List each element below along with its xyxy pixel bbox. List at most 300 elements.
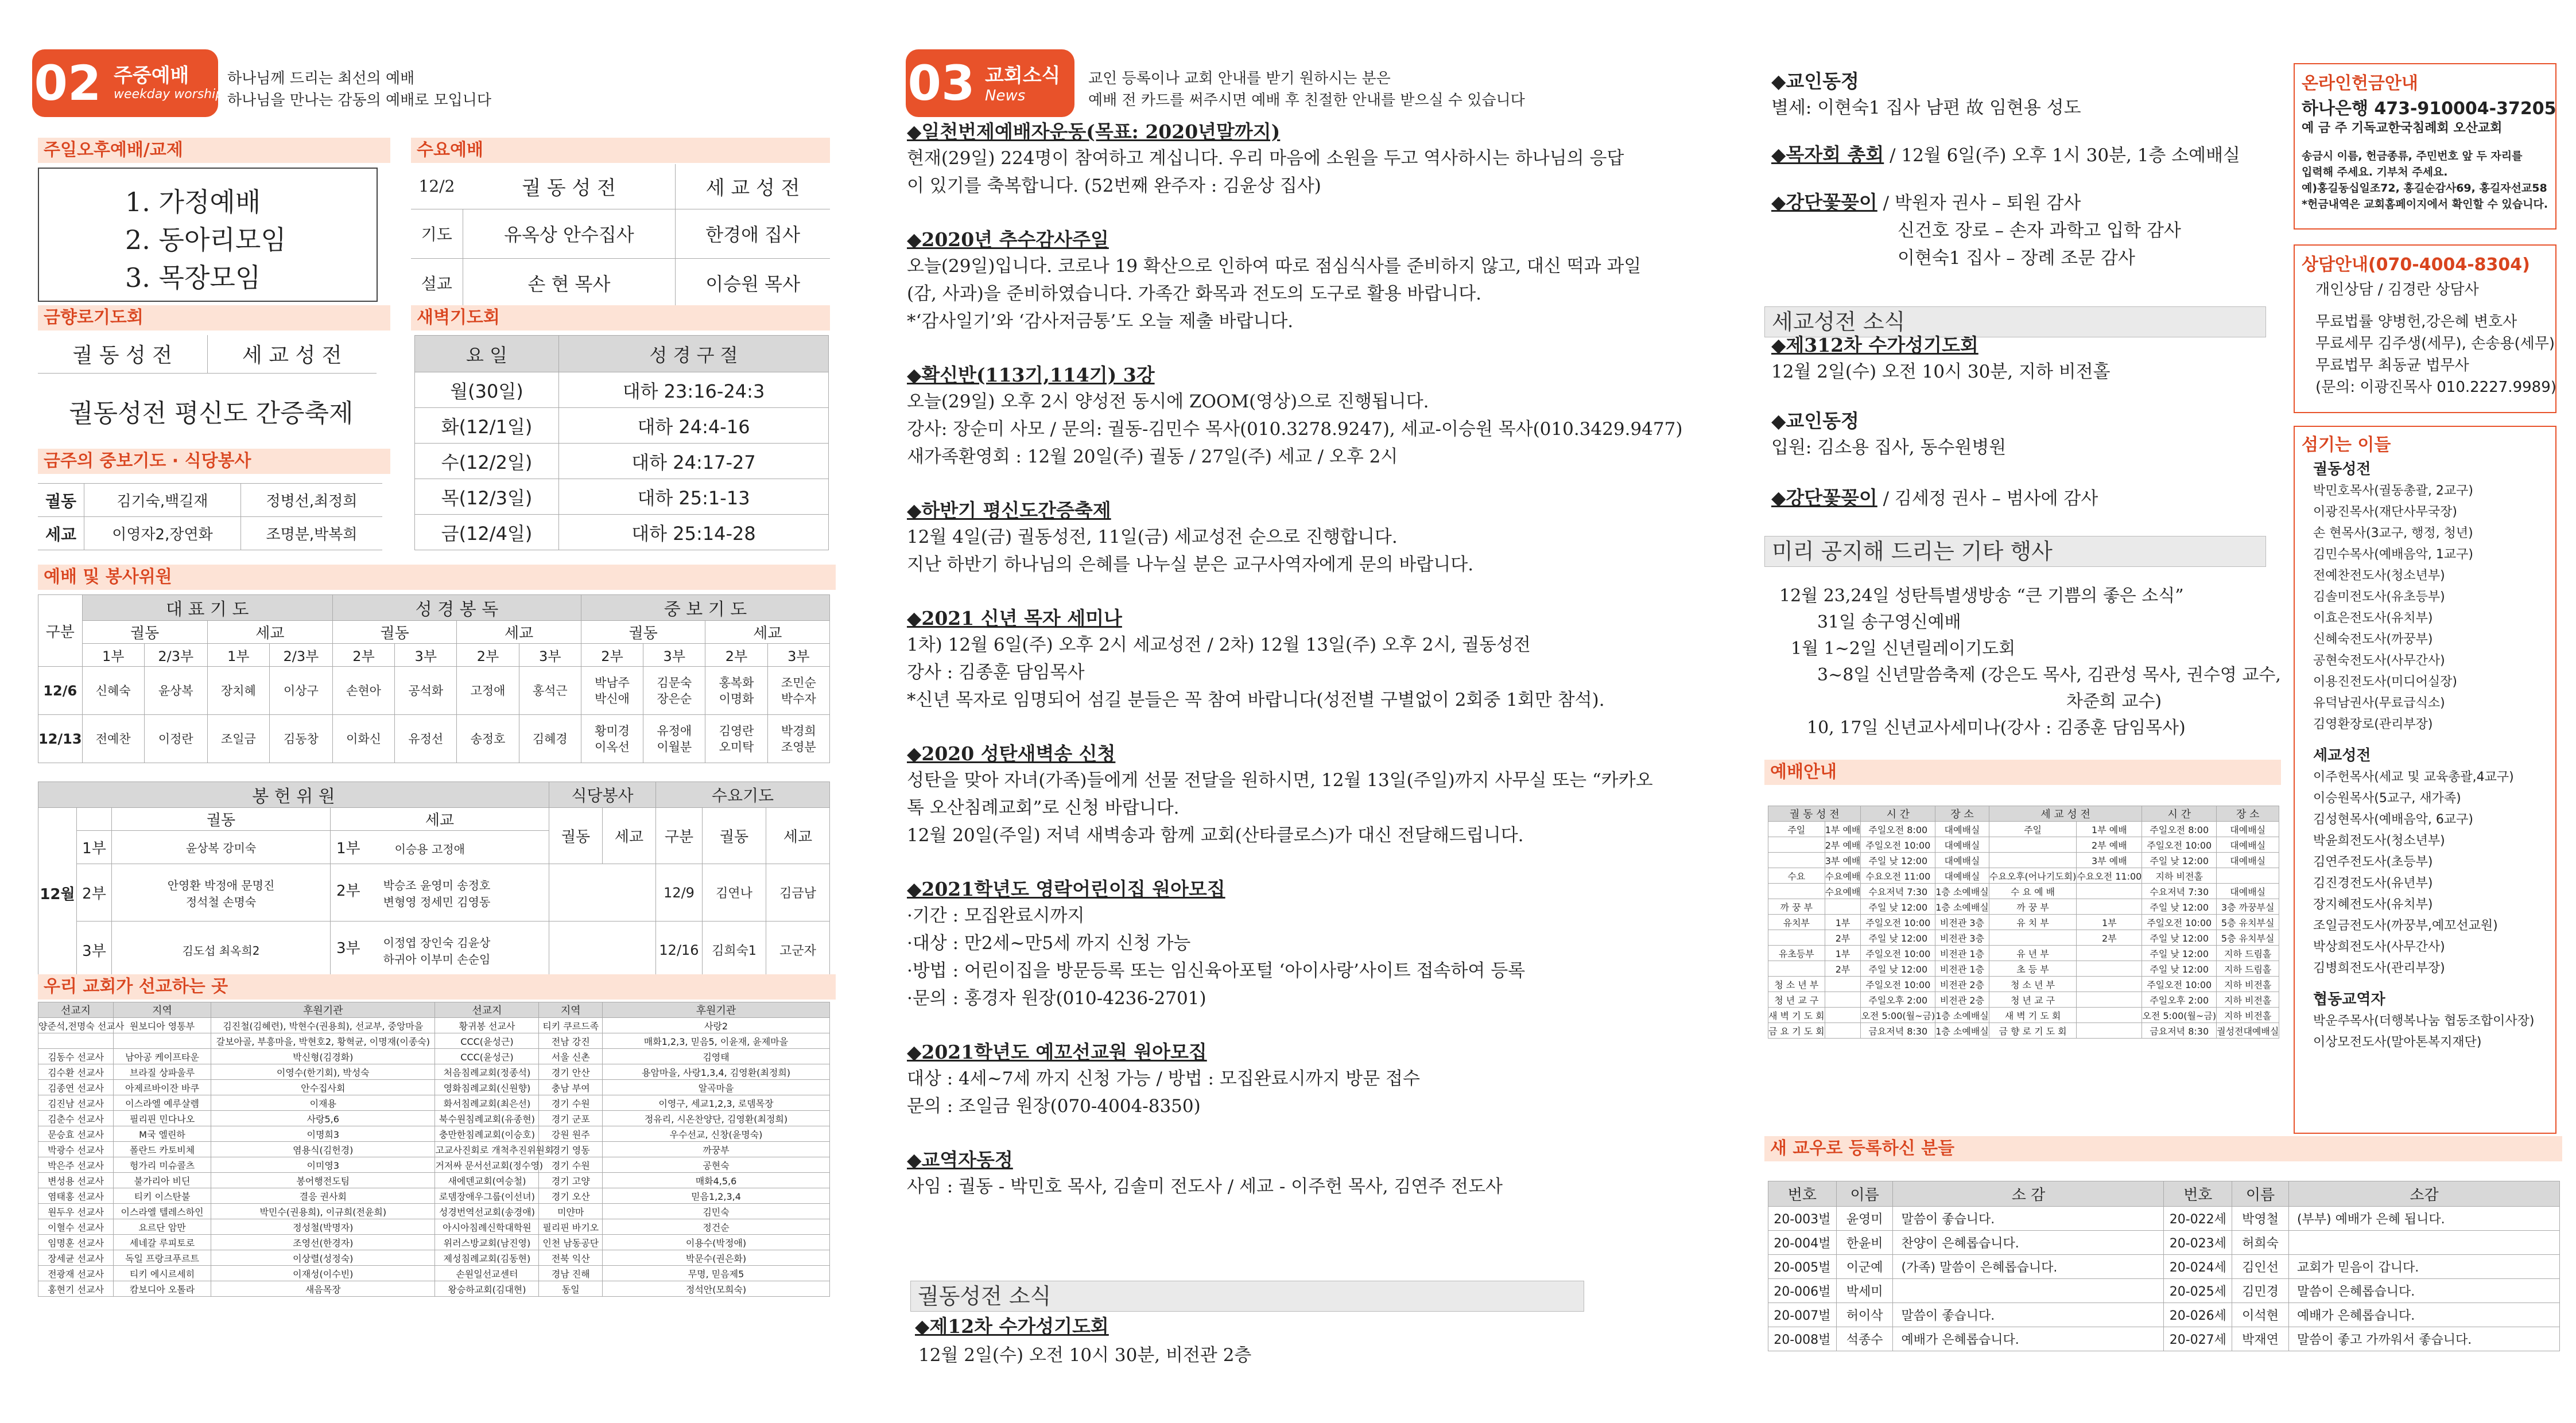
schedule-cell: 초 등 부 xyxy=(1989,961,2077,977)
missions-row xyxy=(38,1142,830,1157)
missions-row xyxy=(38,1157,830,1173)
staff-member: 유덕남권사(무료급식소) xyxy=(2313,696,2445,710)
schedule-cell: 주일 낮 12:00 xyxy=(1861,853,1935,868)
intro-line-2: 하나님을 만나는 감동의 예배로 모입니다 xyxy=(227,92,492,109)
newm-table xyxy=(1768,1181,2560,1351)
service-part: 3부 xyxy=(519,644,581,667)
missions-cell: CCC(윤성근) xyxy=(435,1033,539,1049)
prayer-cell: 조명분,박복희 xyxy=(240,517,382,550)
missions-cell: 폴란드 카토비체 xyxy=(114,1142,211,1157)
prayer-key: 세교 xyxy=(38,517,84,550)
missions-cell: 티키 이스탄불 xyxy=(114,1188,211,1204)
missions-row xyxy=(38,1173,830,1188)
service-name: 조일금 xyxy=(207,715,269,763)
service-gw: 궐동 xyxy=(581,621,705,644)
missions-row xyxy=(38,1235,830,1250)
dawn-day: 화(12/1일) xyxy=(415,408,559,444)
missions-cell: 왕승하교회(김대현) xyxy=(435,1281,539,1297)
staff-list xyxy=(2313,459,2534,1053)
col3-a-text: 별세: 이현숙1 집사 남편 故 임현용 성도 xyxy=(1771,98,2081,118)
news-item-text: 이 있기를 축복합니다. (52번째 완주자 : 김윤상 집사) xyxy=(907,176,1321,196)
wed-date: 12/2 xyxy=(411,164,463,209)
newm-cell: 20-005벌 xyxy=(1768,1255,1837,1279)
counsel-lines xyxy=(2315,279,2556,398)
schedule-cell: 수요저녁 7:30 xyxy=(2142,884,2217,899)
staff-member: 김연주전도사(초등부) xyxy=(2313,855,2433,869)
staff-member: 이상모전도사(말아톤복지재단) xyxy=(2313,1035,2482,1049)
prayer-cell: 이영자2,장연화 xyxy=(84,517,241,550)
dawn-table xyxy=(414,335,829,550)
missions-cell: 경기 고양 xyxy=(539,1173,603,1188)
news-item-title: ◆하반기 평신도간증축제 xyxy=(907,499,1111,522)
newm-cell: 20-023세 xyxy=(2164,1231,2232,1255)
news-item-title: ◆2021 신년 목자 세미나 xyxy=(907,607,1122,629)
schedule-cell: 주일 xyxy=(1989,822,2077,837)
missions-cell: 매화4,5,6 xyxy=(603,1173,830,1188)
schedule-cell: 2부 예배 xyxy=(2077,837,2142,853)
missions-cell xyxy=(114,1033,211,1049)
online-note: 송금시 이름, 헌금종류, 주민번호 앞 두 자리를 xyxy=(2302,150,2523,162)
friday-title: 금향로기도회 xyxy=(38,305,390,331)
col3-f-title: ◆강단꽃꽂이 xyxy=(1771,487,1877,509)
newm-cell: 말씀이 은혜롭습니다. xyxy=(2288,1279,2559,1303)
missions-cell: 김동수 선교사 xyxy=(38,1049,114,1064)
missions-cell: 경기 영동 xyxy=(539,1142,603,1157)
schedule-cell xyxy=(1825,977,1861,992)
missions-cell: 충만한침례교회(이승호) xyxy=(435,1126,539,1142)
schedule-cell xyxy=(1768,884,1825,899)
schedule-cell: 주일 낮 12:00 xyxy=(1861,930,1935,946)
missions-row xyxy=(38,1204,830,1219)
wedpray-b: 고군자 xyxy=(766,922,830,979)
missions-cell: 필리핀 민다나오 xyxy=(114,1111,211,1126)
schedule-cell: 지하 비전홀 xyxy=(2217,992,2279,1008)
service-part: 1부 xyxy=(82,644,144,667)
event-line: 3~8일 신년말씀축제 (강은도 목사, 김관성 목사, 권수영 교수, xyxy=(1817,665,2281,685)
missions-cell: 박신형(김경화) xyxy=(211,1049,435,1064)
schedule-cell: 청 소 년 부 xyxy=(1768,977,1825,992)
missions-header: 선교지 xyxy=(38,1002,114,1018)
schedule-cell: 주일오전 8:00 xyxy=(2142,822,2217,837)
schedule-cell: 대예배실 xyxy=(2217,853,2279,868)
schedule-cell: 1층 소예배실 xyxy=(1935,884,1989,899)
missions-header: 선교지 xyxy=(435,1002,539,1018)
schedule-cell: 1부 xyxy=(1825,915,1861,930)
staff-member: 이용진전도사(미디어실장) xyxy=(2313,675,2457,689)
offering-sg-names xyxy=(331,864,549,922)
schedule-cell xyxy=(1825,899,1861,915)
missions-cell: 전북 익산 xyxy=(539,1250,603,1266)
missions-cell: 용암마을, 사랑1,3,4, 김영환(최정희) xyxy=(603,1064,830,1080)
missions-cell: 요르단 암만 xyxy=(114,1219,211,1235)
offering-part: 1부 xyxy=(77,831,112,864)
schedule-cell: 주일오전 8:00 xyxy=(1861,822,1935,837)
missions-cell: 정성철(박명자) xyxy=(211,1219,435,1235)
missions-cell: 경기 오산 xyxy=(539,1188,603,1204)
schedule-cell xyxy=(2077,961,2142,977)
missions-cell: 이미영3 xyxy=(211,1157,435,1173)
missions-cell: 정석안(모희숙) xyxy=(603,1281,830,1297)
schedule-cell: 대예배실 xyxy=(2217,837,2279,853)
news-item-text: ·대상 : 만2세~만5세 까지 신청 가능 xyxy=(907,933,1191,954)
newm-cell xyxy=(1893,1279,2164,1303)
counsel-line: 무료법무 최동균 법무사 xyxy=(2315,357,2469,374)
section-label: 교회소식 xyxy=(985,64,1061,87)
missions-cell: 박민수(권용희), 이규희(전윤희) xyxy=(211,1204,435,1219)
schedule-cell: 수요예배 xyxy=(1825,884,1861,899)
schedule-cell: 주일 낮 12:00 xyxy=(2142,961,2217,977)
missions-title: 우리 교회가 선교하는 곳 xyxy=(38,974,836,1000)
offering-gw-names: 윤상복 강미숙 xyxy=(112,831,331,864)
schedule-cell xyxy=(1768,930,1825,946)
news-item xyxy=(907,741,1710,849)
staff-member: 박상희전도사(사무간사) xyxy=(2313,940,2445,954)
missions-header: 지역 xyxy=(539,1002,603,1018)
news-item-text: 강사 : 김종훈 담임목사 xyxy=(907,662,1085,683)
offering-gw-names: 안영환 박정애 문명진 정석철 손명숙 xyxy=(112,864,331,922)
service-part: 2부 xyxy=(332,644,394,667)
schedule-cell: 금요저녁 8:30 xyxy=(2142,1023,2217,1039)
dawn-verse: 대하 24:4-16 xyxy=(559,408,829,444)
sunday-box xyxy=(38,168,378,302)
offering-sg: 세교 xyxy=(331,808,549,831)
schedule-row xyxy=(1768,899,2279,915)
missions-cell: 인천 남동공단 xyxy=(539,1235,603,1250)
service-part: 3부 xyxy=(643,644,705,667)
schedule-cell: 2부 xyxy=(1825,961,1861,977)
schedule-header: 궐 동 성 전 xyxy=(1768,806,1861,822)
missions-cell: 아시아침례신학대학원 xyxy=(435,1219,539,1235)
schedule-cell: 1부 xyxy=(2077,915,2142,930)
schedule-cell: 까 꿍 부 xyxy=(1768,899,1825,915)
schedule-cell: 주일 낮 12:00 xyxy=(2142,930,2217,946)
newm-cell: 허이삭 xyxy=(1836,1303,1893,1327)
online-title: 온라인헌금안내 xyxy=(2302,73,2418,94)
news-item-text: (감, 사과)을 준비하였습니다. 가족간 화목과 전도의 도구로 활용 바랍니다. xyxy=(907,283,1482,304)
friday-table xyxy=(38,335,377,374)
newm-cell: 김민경 xyxy=(2232,1279,2289,1303)
news-item-text: 강사: 장순미 사모 / 문의: 궐동-김민수 목사(010.3278.9247), 세교-이승원 목사(010.3429.9477) xyxy=(907,419,1683,440)
newm-cell: 20-006벌 xyxy=(1768,1279,1837,1303)
schedule-cell: 수요예배 xyxy=(1825,868,1861,884)
schedule-cell: 수요저녁 7:30 xyxy=(1861,884,1935,899)
missions-cell: 이스라엘 예루살렘 xyxy=(114,1095,211,1111)
service-table xyxy=(38,594,830,763)
service-part: 2부 xyxy=(457,644,519,667)
wed-cell: 유옥상 안수집사 xyxy=(463,209,676,258)
newm-cell: 20-022세 xyxy=(2164,1207,2232,1231)
schedule-cell: 오전 5:00(월~금) xyxy=(2142,1008,2217,1023)
missions-cell: 김춘수 선교사 xyxy=(38,1111,114,1126)
schedule-cell: 3부 예배 xyxy=(2077,853,2142,868)
missions-cell: 황귀봉 선교사 xyxy=(435,1018,539,1033)
service-name: 신혜숙 xyxy=(82,667,144,715)
schedule-cell: 3층 까꿍부실 xyxy=(2217,899,2279,915)
schedule-cell: 비전관 2층 xyxy=(1935,992,1989,1008)
missions-row xyxy=(38,1080,830,1095)
offering-part: 2부 xyxy=(77,864,112,922)
intro-line-2: 예배 전 카드를 써주시면 예배 후 친절한 안내를 받으실 수 있습니다 xyxy=(1088,92,1525,109)
schedule-row xyxy=(1768,884,2279,899)
schedule-cell: 비전관 3층 xyxy=(1935,915,1989,930)
staff-member: 이승원목사(5교구, 새가족) xyxy=(2313,791,2461,806)
sunday-title: 주일오후예배/교제 xyxy=(38,138,390,163)
news-item-text: 오늘(29일) 오후 2시 양성전 동시에 ZOOM(영상)으로 진행됩니다. xyxy=(907,391,1429,412)
missions-row xyxy=(38,1095,830,1111)
schedule-cell: 1층 소예배실 xyxy=(1935,1023,1989,1039)
missions-cell: 전광재 선교사 xyxy=(38,1266,114,1281)
service-name: 김혜경 xyxy=(519,715,581,763)
online-note: 예)홍길동십일조72, 홍길순감사69, 홍길자선교58 xyxy=(2302,182,2547,195)
missions-cell: 경기 수원 xyxy=(539,1095,603,1111)
missions-cell: 문승효 선교사 xyxy=(38,1126,114,1142)
schedule-cell: 5층 유치부실 xyxy=(2217,915,2279,930)
section-number-02: 02 xyxy=(32,49,103,117)
service-part: 2/3부 xyxy=(269,644,332,667)
schedule-cell xyxy=(2077,1008,2142,1023)
newm-cell: 20-026세 xyxy=(2164,1303,2232,1327)
newm-header: 번호 xyxy=(2164,1181,2232,1207)
schedule-cell: 주일오전 10:00 xyxy=(1861,977,1935,992)
missions-cell: 경기 수원 xyxy=(539,1157,603,1173)
news-item-text: ·기간 : 모집완료시까지 xyxy=(907,905,1085,926)
news-item xyxy=(907,877,1710,1012)
staff-member: 박민호목사(궐동총괄, 2교구) xyxy=(2313,484,2473,498)
missions-cell: 헝가리 미슈콜츠 xyxy=(114,1157,211,1173)
offering-part: 3부 xyxy=(336,940,360,957)
service-name: 유정선 xyxy=(395,715,457,763)
missions-cell: 이재용 xyxy=(211,1095,435,1111)
prayer-cell: 정병선,최정희 xyxy=(240,484,382,517)
missions-cell: 전남 강진 xyxy=(539,1033,603,1049)
news-item-title: ◆일천번제예배자운동(목표: 2020년말까지) xyxy=(907,120,1281,143)
service-part: 2부 xyxy=(705,644,767,667)
news-item-text: *신년 목자로 임명되어 섬길 분들은 꼭 참여 바랍니다(성전별 구별없이 2회중 1회만 참석). xyxy=(907,690,1605,710)
sunday-item: 1. 가정예배 xyxy=(125,186,261,217)
wed-row-key: 기도 xyxy=(411,209,463,258)
missions-cell: 영화침례교회(신원향) xyxy=(435,1080,539,1095)
schedule-cell: 새 벽 기 도 회 xyxy=(1768,1008,1825,1023)
schedule-cell: 금요저녁 8:30 xyxy=(1861,1023,1935,1039)
newm-cell: 한윤비 xyxy=(1836,1231,1893,1255)
missions-cell: 우수선교, 신창(윤명숙) xyxy=(603,1126,830,1142)
missions-cell: 이재성(이수빈) xyxy=(211,1266,435,1281)
staff-member: 손 현목사(3교구, 행정, 청년) xyxy=(2313,526,2473,541)
missions-cell: 임명훈 선교사 xyxy=(38,1235,114,1250)
news-item-text: 1차) 12월 6일(주) 오후 2시 세교성전 / 2차) 12월 13일(주) 오후 2시, 궐동성전 xyxy=(907,635,1531,655)
col3-d-text: 12월 2일(수) 오전 10시 30분, 지하 비전홀 xyxy=(1771,361,2111,382)
schedule-cell: 1부 xyxy=(1825,946,1861,961)
news-item-text: ·문의 : 홍경자 원장(010-4236-2701) xyxy=(907,988,1206,1009)
schedule-cell: 주일 낮 12:00 xyxy=(1861,899,1935,915)
service-name: 유정애 이월분 xyxy=(643,715,705,763)
service-name: 박경희 조영분 xyxy=(767,715,829,763)
missions-cell: 브라질 상파울루 xyxy=(114,1064,211,1080)
service-name: 윤상복 xyxy=(144,667,207,715)
news-item xyxy=(907,498,1710,578)
newm-cell: (가족) 말씀이 은혜롭습니다. xyxy=(1893,1255,2164,1279)
schedule-cell: 유치부 xyxy=(1768,915,1825,930)
missions-cell: 이상렬(성정숙) xyxy=(211,1250,435,1266)
schedule-cell: 주일 낮 12:00 xyxy=(2142,899,2217,915)
news-item-title: ◆2021학년도 예꼬선교원 원아모집 xyxy=(907,1041,1207,1063)
missions-cell: 공현숙 xyxy=(603,1157,830,1173)
service-sg: 세교 xyxy=(457,621,581,644)
newm-cell: 20-025세 xyxy=(2164,1279,2232,1303)
news-item xyxy=(907,227,1710,335)
missions-cell: 북수원침례교회(유종현) xyxy=(435,1111,539,1126)
missions-cell: 강원 원주 xyxy=(539,1126,603,1142)
schedule-cell: 주일오후 2:00 xyxy=(1861,992,1935,1008)
staff-title: 섬기는 이들 xyxy=(2302,435,2391,455)
schedule-cell: 주일 낮 12:00 xyxy=(2142,946,2217,961)
missions-row xyxy=(38,1266,830,1281)
online-note: 입력해 주세요. 기부처 주세요. xyxy=(2302,166,2448,178)
dawn-verse: 대하 25:1-13 xyxy=(559,479,829,515)
missions-cell: 조영선(한경자) xyxy=(211,1235,435,1250)
schedule-cell: 청 년 교 구 xyxy=(1989,992,2077,1008)
schedule-cell: 주일 xyxy=(1768,822,1825,837)
service-part: 2/3부 xyxy=(144,644,207,667)
schedule-cell: 5층 유치부실 xyxy=(2217,930,2279,946)
staff-member: 박윤희전도사(청소년부) xyxy=(2313,834,2445,848)
wedpray-a: 김연나 xyxy=(703,864,766,922)
news-item-text: 대상 : 4세~7세 까지 신청 가능 / 방법 : 모집완료시까지 방문 접수 xyxy=(907,1068,1420,1089)
offering-sg-names xyxy=(331,922,549,979)
schedule-cell: 대예배실 xyxy=(1935,837,1989,853)
missions-cell: 원보디아 영통부 xyxy=(114,1018,211,1033)
offering-part: 3부 xyxy=(77,922,112,979)
missions-cell: 필리핀 바기오 xyxy=(539,1219,603,1235)
service-name: 홍복화 이명화 xyxy=(705,667,767,715)
schedule-cell: 대예배실 xyxy=(2217,822,2279,837)
newm-cell: (부부) 예배가 은혜 됩니다. xyxy=(2288,1207,2559,1231)
kitchen-empty xyxy=(549,864,656,922)
schedule-cell xyxy=(1989,853,2077,868)
wed-table xyxy=(411,164,830,308)
wedpray-h: 수요기도 xyxy=(656,782,830,808)
missions-header: 후원기관 xyxy=(603,1002,830,1018)
newm-cell: 김인선 xyxy=(2232,1255,2289,1279)
service-name: 장치혜 xyxy=(207,667,269,715)
schedule-row xyxy=(1768,992,2279,1008)
friday-text: 궐동성전 평신도 간증축제 xyxy=(69,399,354,428)
schedule-cell: 수요오전 11:00 xyxy=(1861,868,1935,884)
newm-cell: 20-027세 xyxy=(2164,1327,2232,1351)
missions-row xyxy=(38,1111,830,1126)
newm-cell: 박세미 xyxy=(1836,1279,1893,1303)
newm-cell: 말씀이 좋습니다. xyxy=(1893,1207,2164,1231)
schedule-row xyxy=(1768,822,2279,837)
missions-cell: 미얀마 xyxy=(539,1204,603,1219)
event-line: 10, 17일 신년교사세미나(강사 : 김종훈 담임목사) xyxy=(1807,718,2186,738)
newm-header: 이름 xyxy=(1836,1181,1893,1207)
event-line: 1월 1~2일 신년릴레이기도회 xyxy=(1791,639,2016,659)
newm-cell: 이석현 xyxy=(2232,1303,2289,1327)
schedule-title: 예배안내 xyxy=(1764,760,2281,785)
offering-names: 박승조 윤영미 송정호 변형영 정세민 김영동 xyxy=(383,878,491,909)
kitchen-sg: 세교 xyxy=(603,808,656,864)
service-gubun: 구분 xyxy=(38,595,83,667)
col3-b-title: ◆목자회 총회 xyxy=(1771,143,1884,166)
schedule-header: 장 소 xyxy=(2217,806,2279,822)
newm-cell: 20-008벌 xyxy=(1768,1327,1837,1351)
missions-cell: 사랑2 xyxy=(603,1018,830,1033)
missions-cell: 성경번역선교회(송경애) xyxy=(435,1204,539,1219)
missions-table xyxy=(38,1002,830,1297)
news-item xyxy=(907,1148,1710,1200)
counsel-line: 무료법률 양병헌,강은혜 변호사 xyxy=(2315,313,2517,331)
schedule-cell: 수 요 예 배 xyxy=(1989,884,2077,899)
wed-cell: 이승원 목사 xyxy=(676,258,830,308)
dawn-title: 새벽기도회 xyxy=(411,305,830,331)
missions-cell: 티키 에시르세히 xyxy=(114,1266,211,1281)
newm-cell: 교회가 믿음이 갑니다. xyxy=(2288,1255,2559,1279)
news-item-text: 오늘(29일)입니다. 코로나 19 확산으로 인하여 따로 점심식사를 준비하지 않고, 대신 떡과 과일 xyxy=(907,256,1642,277)
wed-cell: 손 현 목사 xyxy=(463,258,676,308)
online-notes xyxy=(2302,148,2548,212)
wedpray-gubun: 구분 xyxy=(656,808,703,864)
missions-header: 지역 xyxy=(114,1002,211,1018)
missions-cell: 로뎀장애우그룹(이선녀) xyxy=(435,1188,539,1204)
service-name: 송정호 xyxy=(457,715,519,763)
newm-cell: 윤영미 xyxy=(1836,1207,1893,1231)
schedule-cell: 1층 소예배실 xyxy=(1935,1008,1989,1023)
schedule-cell xyxy=(1825,1008,1861,1023)
newm-cell: 20-004벌 xyxy=(1768,1231,1837,1255)
newm-row xyxy=(1768,1303,2560,1327)
missions-row xyxy=(38,1033,830,1049)
news-item-text: 지난 하반기 하나님의 은혜를 나누실 분은 교구사역자에게 문의 바랍니다. xyxy=(907,554,1474,575)
schedule-cell xyxy=(2077,992,2142,1008)
missions-cell: 사랑5,6 xyxy=(211,1111,435,1126)
schedule-header: 시 간 xyxy=(1861,806,1935,822)
missions-cell: 화서침례교회(최은선) xyxy=(435,1095,539,1111)
news-item-text: 사임 : 궐동 - 박민호 목사, 김솔미 전도사 / 세교 - 이주헌 목사, 김연주 전도사 xyxy=(907,1176,1503,1197)
newm-header: 이름 xyxy=(2232,1181,2289,1207)
service-part: 1부 xyxy=(207,644,269,667)
missions-row xyxy=(38,1188,830,1204)
newm-row xyxy=(1768,1207,2560,1231)
section-label-eng: weekday worship xyxy=(114,87,224,102)
schedule-cell xyxy=(1768,853,1825,868)
schedule-cell: 비전관 1층 xyxy=(1935,946,1989,961)
staff-member: 김영환장로(관리부장) xyxy=(2313,717,2433,732)
newm-cell: 이군예 xyxy=(1836,1255,1893,1279)
news-item-title: ◆2021학년도 영락어린이집 원아모집 xyxy=(907,878,1225,900)
schedule-cell: 대예배실 xyxy=(1935,868,1989,884)
schedule-cell xyxy=(1768,961,1825,977)
schedule-row xyxy=(1768,1008,2279,1023)
missions-cell: 새에덴교회(여승철) xyxy=(435,1173,539,1188)
news-item-title: ◆2020년 추수감사주일 xyxy=(907,228,1109,251)
schedule-cell xyxy=(2077,946,2142,961)
newm-cell: 허희숙 xyxy=(2232,1231,2289,1255)
missions-cell: 봉어행전도팀 xyxy=(211,1173,435,1188)
prayer-key: 궐동 xyxy=(38,484,84,517)
dawn-h1: 요 일 xyxy=(415,336,559,372)
offering-part: 1부 xyxy=(336,840,360,857)
missions-cell: 충남 부여 xyxy=(539,1080,603,1095)
staff-member: 김솔미전도사(유초등부) xyxy=(2313,590,2445,604)
missions-cell: 매화1,2,3, 믿음5, 이윤재, 윤제마을 xyxy=(603,1033,830,1049)
news-item xyxy=(907,363,1710,471)
service-name: 공석화 xyxy=(395,667,457,715)
newm-row xyxy=(1768,1279,2560,1303)
staff-member: 김성현목사(예배음악, 6교구) xyxy=(2313,812,2473,827)
col3-c-title: ◆강단꽃꽂이 xyxy=(1771,191,1877,213)
counsel-line: 개인상담 / 김경란 상담사 xyxy=(2315,281,2479,298)
